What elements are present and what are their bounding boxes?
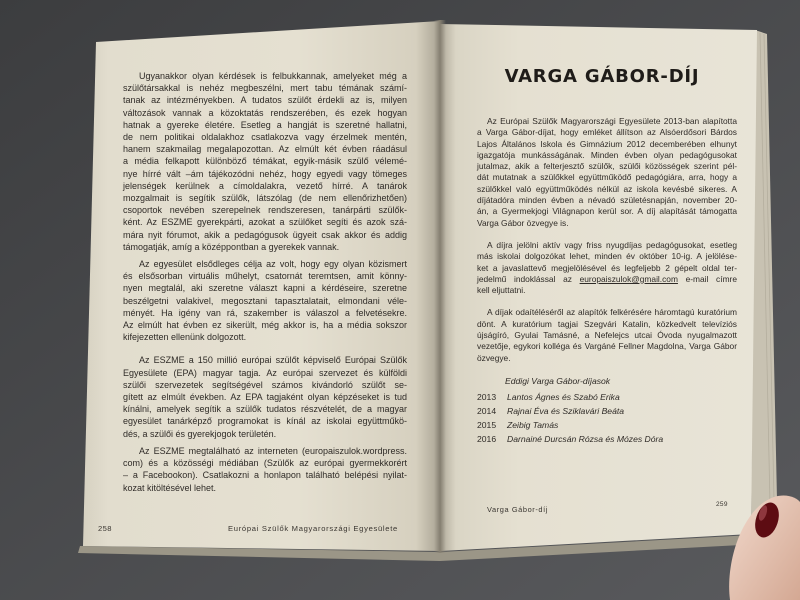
text-segment: jedelmű indoklással az — [477, 273, 580, 284]
text-line: mozgalmait is segítik szülők, látszólag (de nem ellenőrizhetően) — [123, 193, 407, 204]
text-line: Egyesülete (EPA) magyar tagja. Az európai szervezet és külföldi — [123, 367, 407, 378]
text-line: kell eljuttatni. — [477, 285, 526, 296]
text-line: szülői szervezetek segítségével számos kivándorló szülőt se- — [123, 379, 407, 390]
text-line: nye hírré vált –ám tájékozódni nehéz, hogy egyedi vagy tömeges — [123, 168, 407, 179]
text-line: Az egyesület elsődleges célja az volt, hogy egy olyan közismert — [139, 259, 407, 270]
text-line: kínálni, amelyek segítik a szülők tudatos részvételét, de a magyar — [123, 404, 407, 415]
text-line: – a Facebookon). Csatlakozni a honlapon található belépési nyilat- — [123, 470, 407, 481]
text-line: A díjak odaítéléséről az alapítók felkérésére háromtagú kuratórium — [487, 307, 737, 318]
text-line: Lajos Általános Iskola és Gimnázium 2012 decemberében elhunyt — [477, 138, 737, 149]
text-line: ményét. Ha igény van rá, szakember is válaszol a felvetésekre. — [123, 307, 407, 318]
chapter-title: VARGA GÁBOR-DÍJ — [504, 66, 700, 87]
book-gutter — [434, 20, 446, 553]
winner-year: 2015 — [477, 420, 497, 430]
text-line: kifejezetten ellenünk dolgozott. — [123, 332, 247, 343]
running-footer-right: Varga Gábor-díj — [487, 505, 549, 514]
text-line: kozat kitöltésével lehet. — [123, 482, 217, 493]
winner-names: Lantos Ágnes és Szabó Erika — [507, 392, 620, 402]
text-line: újságíró, Gyulai Tamásné, a Nefelejcs utcai Óvoda nyugalmazott — [477, 330, 737, 341]
text-line: változások vannak a közoktatás rendszerében, és ezek hogyan — [123, 107, 407, 118]
winner-names: Darnainé Durcsán Rózsa és Mózes Dóra — [507, 434, 664, 444]
text-line: Az ESZME megtalálható az interneten (europaiszulok.wordpress. — [139, 445, 407, 456]
right-page-body-text — [477, 116, 737, 375]
text-segment: e-mail címre — [677, 273, 737, 284]
text-line: díjátadóra minden évben a névadó születésnapján, november 20- — [477, 195, 737, 206]
page-number-right: 259 — [716, 501, 728, 508]
text-line: a média felkapott különböző témákat, egyik-másik szülő vélemé- — [123, 156, 407, 167]
text-line: szülőtársakkal is nehéz megbeszélni, mert tabu témának számí- — [123, 83, 407, 94]
winner-year: 2013 — [477, 392, 497, 402]
text-line: nyen megtalál, aki szeretne választ kapni a kérdéseire, szeretne — [123, 283, 407, 294]
text-line: szülőkkel való együttműködés nélkül az iskola kevésbé sikeres. A — [477, 183, 737, 194]
winner-row — [477, 390, 737, 404]
running-footer-left: Európai Szülők Magyarországi Egyesülete — [228, 524, 398, 533]
text-line: ként. Az ESZME gyerekpárti, azokat a szülőket segíti és azok szá- — [123, 217, 407, 228]
winner-row — [477, 404, 737, 418]
text-line: a Varga Gábor-díjat, hogy emléket állítson az Alsóerdősori Bárdos — [477, 127, 737, 138]
winner-year: 2016 — [477, 434, 497, 444]
paragraph — [123, 354, 407, 439]
text-line: és elsősorban virtuális műhelyt, csatornát teremtsen, amit könny- — [123, 271, 407, 282]
text-line: com) és a közösségi médiában (Szülők az európai gyermekkorért — [123, 458, 407, 469]
text-line: jutalmaz, akik a felterjesztő szülők, szülői közösségek szerint pél- — [477, 161, 737, 172]
text-line: csoportok nevében szerepelnek rendszeresen, tanárpárti szülők- — [123, 205, 407, 216]
paragraph — [477, 307, 737, 363]
winner-row — [477, 418, 737, 432]
paragraph — [123, 445, 407, 494]
text-line: igazgatója munkásságának. Minden évben olyan pedagógusokat — [477, 149, 737, 160]
text-line: A díjra jelölni aktív vagy friss nyugdíjas pedagógusokat, esetleg — [487, 239, 737, 250]
winner-names: Rajnai Éva és Sziklavári Beáta — [507, 406, 625, 416]
email-address: europaiszulok@gmail.com — [579, 273, 678, 284]
paragraph — [123, 258, 407, 343]
text-line: Az ESZME a 150 millió európai szülőt képviselő Európai Szülők — [139, 355, 407, 366]
text-line: tanak az intézményekben. A tudatos szülőt érdekli az is, milyen — [123, 95, 407, 106]
text-line: dát mutatnak a szülőkkel együttműködő pedagógiára, arra, hogy a — [477, 172, 737, 183]
text-line: mára nyit fórumot, akik a pedagógusok ügyeit csak akkor és addig — [123, 229, 407, 240]
text-line: özvegye. — [477, 352, 511, 363]
text-line: gített az elmúlt években. Az EPA tagjaként olyan képzéseket is tud — [123, 392, 407, 403]
text-line: egyesület tanárképző programokat is kínál az iskolai együttműkö- — [123, 416, 407, 427]
text-line: hatnak a gyereke életére. Esetleg a hangját is szeretné hallatni, — [123, 119, 407, 130]
text-line: Ugyanakkor olyan kérdések is felbukkannak, amelyeket még a — [139, 71, 407, 81]
paragraph — [477, 116, 737, 229]
left-page-body-text — [123, 70, 407, 494]
winner-year: 2014 — [477, 406, 497, 416]
text-line — [477, 274, 737, 285]
text-line: támogatják, amíg a középpontban a gyerekek vannak. — [123, 241, 340, 252]
text-line: de nem politikai oldalakhoz csatlakozva vagy érzelmek mentén, — [123, 132, 407, 143]
text-line: dönt. A kuratórium tagjai Szegvári Katalin, közkedvelt televíziós — [477, 318, 737, 329]
paragraph — [477, 240, 737, 296]
winners-heading: Eddigi Varga Gábor-díjasok — [505, 376, 611, 386]
text-line: vezetője, egykori kolléga és Vargáné Fellner Magdolna, Varga Gábor — [477, 341, 737, 352]
page-number-left: 258 — [98, 524, 112, 533]
paragraph — [123, 70, 407, 253]
text-line: án, a Gyermekjogi Világnapon kerül sor. A díj alapítását támogatta — [477, 206, 737, 217]
text-line: Az Európai Szülők Magyarországi Egyesülete 2013-ban alapította — [487, 116, 737, 126]
winner-names: Zeibig Tamás — [507, 420, 559, 430]
text-line: jelenségek kerülnek a címoldalakra, vezető hírré. A tanárok — [123, 180, 407, 191]
text-line: ket a javaslattevő megjelölésével és legfeljebb 2 gépelt oldal ter- — [477, 262, 737, 273]
winners-list — [477, 374, 737, 446]
text-line: dés, a szülői és gyerekjogok területén. — [123, 428, 277, 439]
text-line: hanem szakmailag megalapozottan. Az elmúlt két évben ráadásul — [123, 144, 407, 155]
text-line: Az elmúlt hat évben ez sikerült, még akkor is, ha a média sokszor — [123, 320, 407, 331]
winner-row — [477, 432, 737, 446]
text-line: Varga Gábor özvegye is. — [477, 217, 569, 228]
text-line: más iskolai dolgozókat lehet, minden év október 10-ig. A jelölése- — [477, 251, 737, 262]
text-line: beszélgetni valakivel, megosztani tapasztalatait, elmondani véle- — [123, 295, 407, 306]
